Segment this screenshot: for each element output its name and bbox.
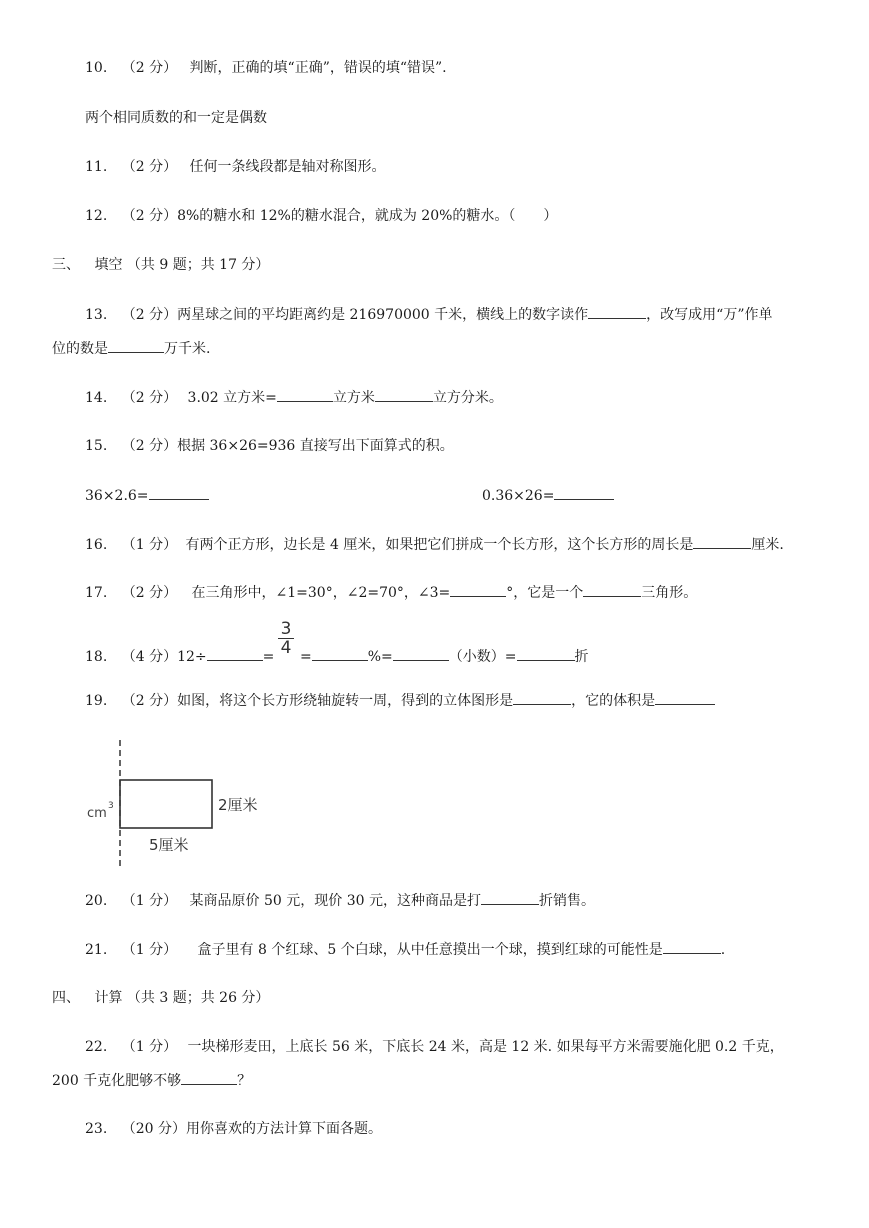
question-22 <box>85 1037 784 1057</box>
fraction-three-quarters <box>278 621 294 656</box>
question-text: 立方米 <box>332 390 375 406</box>
question-score: （2 分） <box>121 693 178 709</box>
question-score: （2 分） <box>121 585 178 601</box>
question-text: %= <box>367 649 393 665</box>
answer-blank[interactable] <box>108 338 164 353</box>
unit-superscript: 3 <box>108 801 114 811</box>
answer-blank[interactable] <box>693 534 751 549</box>
question-text: 三角形。 <box>641 585 698 601</box>
section-header-3 <box>52 255 269 275</box>
question-number: 18. <box>85 649 108 665</box>
answer-blank[interactable] <box>181 1070 237 1085</box>
question-15-expr-2 <box>482 485 614 506</box>
question-text: 位的数是 <box>52 341 108 357</box>
question-13-cont <box>52 338 210 359</box>
answer-blank[interactable] <box>517 646 575 661</box>
question-number: 14. <box>85 390 108 406</box>
question-score: （20 分） <box>121 1121 186 1137</box>
question-score: （2 分） <box>121 208 178 224</box>
answer-blank[interactable] <box>277 387 333 402</box>
question-number: 12. <box>85 208 108 224</box>
question-text: 8%的糖水和 12%的糖水混合，就成为 20%的糖水。（ ） <box>177 208 558 224</box>
question-11 <box>85 157 386 177</box>
question-text: 任何一条线段都是轴对称图形。 <box>189 159 386 175</box>
question-text: 如图，将这个长方形绕轴旋转一周，得到的立体图形是 <box>177 693 514 709</box>
question-text: 用你喜欢的方法计算下面各题。 <box>185 1121 382 1137</box>
question-score: （2 分） <box>121 307 178 323</box>
answer-blank[interactable] <box>393 646 449 661</box>
answer-blank[interactable] <box>588 304 646 319</box>
question-number: 16. <box>85 537 108 553</box>
side-length-label: 2厘米 <box>218 796 258 814</box>
rectangle-rotation-figure <box>80 735 280 870</box>
question-23 <box>85 1119 382 1139</box>
answer-blank[interactable] <box>481 890 539 905</box>
question-19 <box>85 690 715 711</box>
question-text: 折 <box>574 649 589 665</box>
section-title: 填空 <box>94 257 123 273</box>
question-number: 21. <box>85 942 108 958</box>
question-text: 在三角形中，∠1=30°，∠2=70°，∠3= <box>191 585 451 601</box>
question-text: 厘米. <box>751 537 784 553</box>
question-score: （2 分） <box>121 159 178 175</box>
question-text: °，它是一个 <box>506 585 584 601</box>
expression: 0.36×26= <box>482 488 555 504</box>
question-text: 盒子里有 8 个红球、5 个白球，从中任意摸出一个球，摸到红球的可能性是 <box>197 942 663 958</box>
question-20 <box>85 890 595 911</box>
answer-blank[interactable] <box>513 690 571 705</box>
question-text: 有两个正方形，边长是 4 厘米，如果把它们拼成一个长方形，这个长方形的周长是 <box>185 537 694 553</box>
question-14 <box>85 387 503 408</box>
question-13 <box>85 304 772 325</box>
question-number: 11. <box>85 159 108 175</box>
question-score: （1 分） <box>121 893 178 909</box>
question-score: （2 分） <box>121 438 178 454</box>
answer-blank[interactable] <box>655 690 715 705</box>
question-text: 3.02 立方米= <box>187 390 277 406</box>
section-header-4 <box>52 988 269 1008</box>
question-score: （4 分） <box>121 649 178 665</box>
question-text: 12÷ <box>177 649 207 665</box>
question-15-expr-1 <box>85 485 209 506</box>
question-score: （2 分） <box>121 60 178 76</box>
question-text: 折销售。 <box>538 893 595 909</box>
question-number: 13. <box>85 307 108 323</box>
expression: 36×2.6= <box>85 488 149 504</box>
answer-blank[interactable] <box>663 939 721 954</box>
question-text: 立方分米。 <box>432 390 503 406</box>
question-score: （1 分） <box>121 1039 178 1055</box>
section-meta: （共 3 题；共 26 分） <box>126 990 270 1006</box>
question-22-cont <box>52 1070 251 1091</box>
section-label: 四、 <box>52 990 80 1006</box>
unit-label: cm <box>87 806 107 821</box>
question-text: 判断，正确的填“正确”，错误的填“错误”. <box>189 60 447 76</box>
question-text: . <box>720 942 726 958</box>
question-text: 两星球之间的平均距离约是 216970000 千米，横线上的数字读作 <box>177 307 589 323</box>
question-21 <box>85 939 725 960</box>
question-score: （2 分） <box>121 390 178 406</box>
question-18-cont <box>300 646 589 667</box>
question-score: （1 分） <box>121 942 178 958</box>
fraction-denominator: 4 <box>280 638 292 658</box>
question-number: 22. <box>85 1039 108 1055</box>
rectangle <box>120 780 212 828</box>
question-text: （小数）= <box>448 649 517 665</box>
fraction-numerator: 3 <box>280 619 292 639</box>
question-number: 20. <box>85 893 108 909</box>
question-15 <box>85 436 454 456</box>
question-12 <box>85 206 557 226</box>
equals-sign: = <box>300 649 312 665</box>
answer-blank[interactable] <box>207 646 263 661</box>
question-number: 10. <box>85 60 108 76</box>
question-number: 23. <box>85 1121 108 1137</box>
section-label: 三、 <box>52 257 80 273</box>
question-16 <box>85 534 784 555</box>
question-18 <box>85 646 274 667</box>
question-number: 15. <box>85 438 108 454</box>
equals-sign: = <box>262 649 275 665</box>
question-text: 根据 36×26=936 直接写出下面算式的积。 <box>177 438 454 454</box>
question-number: 17. <box>85 585 108 601</box>
question-text: 200 千克化肥够不够 <box>52 1073 182 1089</box>
question-text: ，它的体积是 <box>571 693 656 709</box>
answer-blank[interactable] <box>149 485 209 500</box>
question-number: 19. <box>85 693 108 709</box>
question-text: ，改写成用“万”作单 <box>646 307 773 323</box>
bottom-length-label: 5厘米 <box>149 836 189 854</box>
question-text: 万千米. <box>164 341 211 357</box>
answer-blank[interactable] <box>583 582 641 597</box>
answer-blank[interactable] <box>312 646 368 661</box>
answer-blank[interactable] <box>450 582 506 597</box>
question-text: 某商品原价 50 元，现价 30 元，这种商品是打 <box>189 893 481 909</box>
section-title: 计算 <box>94 990 123 1006</box>
question-10 <box>85 58 447 78</box>
answer-blank[interactable] <box>554 485 614 500</box>
answer-blank[interactable] <box>375 387 433 402</box>
question-text: 一块梯形麦田，上底长 56 米，下底长 24 米，高是 12 米. 如果每平方米需要施化肥 0.2 千克， <box>187 1039 784 1055</box>
question-10-statement: 两个相同质数的和一定是偶数 <box>85 110 267 126</box>
question-score: （1 分） <box>121 537 178 553</box>
question-text: ？ <box>237 1073 252 1089</box>
section-meta: （共 9 题；共 17 分） <box>126 257 270 273</box>
question-17 <box>85 582 697 603</box>
